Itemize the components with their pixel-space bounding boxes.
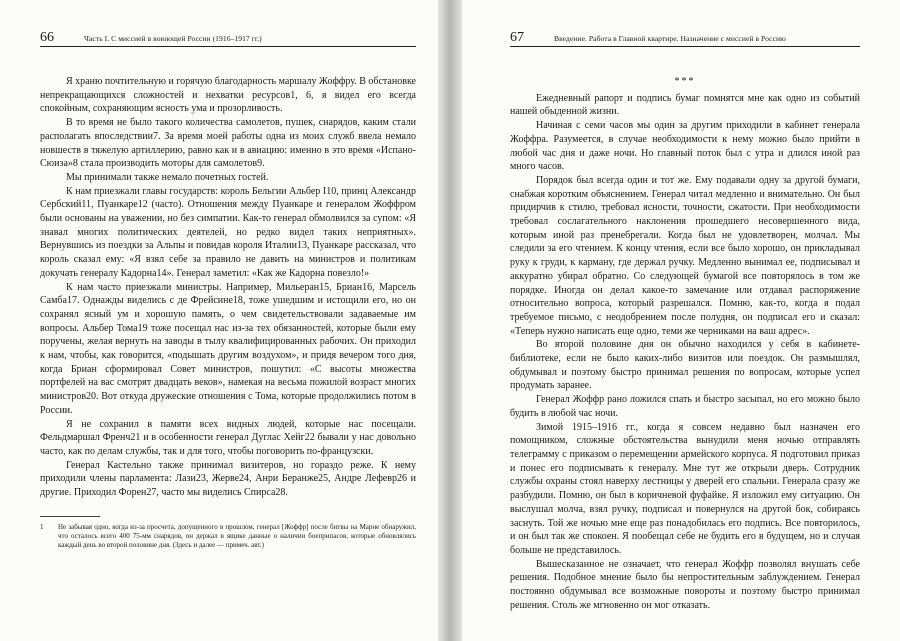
footnote-text: Не забывая одно, когда из-за просчета, допущенного в прошлом, генерал [Жоффр] после битвы на Марне обнаружил, что осталось всего 400 75-мм снарядов, он держал в ящике данные о наличии боеприпасов, которые обновлялись каждый день во второй половине дня. (Здесь и далее — примеч. авт.): [58, 522, 416, 550]
paragraph: Я не сохранил в памяти всех видных людей, которые нас посещали. Фельдмаршал Френч21 и в особенности генерал Дуглас Хейг22 бывали у нас довольно часто, как по делам службы, так и для того, чтобы поговорить по-французски.: [40, 418, 416, 457]
paragraph: К нам часто приезжали министры. Например, Мильеран15, Бриан16, Марсель Самба17. Однажды виделись с де Фрейсине18, тоже ушедшим и истощили его, но он сохранял ясный ум и хорошую память, о чем свидетельствовали задаваемые им вопросы. Альбер Тома19 тоже посещал нас из-за тех обязанностей, которые были ему поручены, желая вернуть на заводы в тылу квалифицированных рабочих. Он приходил к нам, чтобы, как говорится, «подышать другим воздухом», и придя вечером того дня, когда Бриан сформировал Совет министров, пошутил: «С высоты множества портфелей на вас смотрят двадцать веков», намекая на весьма пожилой возраст многих министров20. Вот откуда дружеские отношения с Тома, которые продолжились потом в России.: [40, 281, 416, 416]
left-page: [0, 0, 438, 641]
right-page: [462, 0, 900, 641]
left-page-header: [40, 22, 416, 47]
paragraph: Мы принимали также немало почетных гостей.: [66, 171, 269, 183]
left-page-number: 66: [40, 30, 54, 45]
right-page-body: [510, 75, 860, 612]
footnote: [40, 523, 416, 551]
footnote-number: 1: [40, 522, 44, 531]
paragraph: Зимой 1915–1916 гг., когда я совсем недавно был назначен его помощником, сложные обстоятельства вынудили меня ночью отправлять телеграмму с приказом о перемещении армейского корпуса. Я подготовил приказ и понес его подписывать к генералу. Мне тут же открыли дверь. Сотрудник службы охраны стоял наверху лестницы у дверей его спальни. Генерала сразу же разбудили. Помню, он был в коричневой фуфайке. Я изложил ему ситуацию. Он выслушал молча, взял ручку, подписал и повернулся на другой бок, собираясь заснуть. Той же ночью мне еще раз понадобилась его подпись. Все повторилось, и он был так же спокоен. Я пообещал себе не будить его в будущем, но и случая больше не представилось.: [510, 421, 860, 556]
paragraph: Начиная с семи часов мы один за другим приходили в кабинет генерала Жоффра. Разумеется, в случае необходимости к нему можно было прийти в любой час дня и даже ночи. Но главный поток был с утра и длился иной раз много часов.: [510, 120, 860, 173]
paragraph: Генерал Жоффр рано ложился спать и быстро засыпал, но его можно было будить в любой час ночи.: [510, 394, 860, 419]
footnote-rule: [40, 516, 100, 517]
section-separator: ***: [674, 76, 696, 87]
paragraph: Я храню почтительную и горячую благодарность маршалу Жоффру. В обстановке непрекращающихся сложностей и нехватки ресурсов1, 6, я видел его всегда спокойным, сохраняющим ясность ума и прозорливость.: [40, 76, 416, 115]
left-running-head: Часть I. С миссией в воюющей России (1916–1917 гг.): [84, 34, 262, 43]
paragraph: К нам приезжали главы государств: король Бельгии Альбер I10, принц Александр Сербский11, Пуанкаре12 (часто). Отношения между Пуанкаре и генералом Жоффром были основаны на уважении, но без симпатии. Как-то генерал обмолвился за супом: «Я знавал многих политических деятелей, но редко видел таких неприятных». Вернувшись из поездки за Альпы и повидав короля Италии13, Пуанкаре рассказал, что король сказал ему: «Я взял себе за правило не давить на министров и политикам докучать генералу Кадорна14». Генерал заметил: «Как же Кадорна повезло!»: [40, 185, 416, 279]
paragraph: Ежедневный рапорт и подпись бумаг помнятся мне как одно из событий нашей обыденной жизни.: [510, 92, 860, 118]
paragraph: Во второй половине дня он обычно находился у себя в кабинете-библиотеке, если не было каких-либо визитов или поездок. Он размышлял, обдумывал и поэтому быстро принимал решения по вопросам, которые успел продумать заранее.: [510, 339, 860, 392]
paragraph: Генерал Кастельно также принимал визитеров, но гораздо реже. К нему приходили члены парламента: Лази23, Жерве24, Анри Беранже25, Андре Лефевр26 и другие. Приходил Форен27, часто мы виделись Спирса28.: [40, 459, 416, 499]
spine-shadow-left: [438, 0, 450, 641]
left-page-body: [40, 75, 416, 500]
paragraph: Порядок был всегда один и тот же. Ему подавали одну за другой бумаги, снабжая коротким объяснением. Генерал читал медленно и внимательно. Он был придирчив к стилю, требовал ясности, точности, сжатости. При необходимости требовал сослагательного наклонения прошедшего несовершенного вида, которым иной раз пренебрегали. Когда был не удовлетворен, молчал. Мы следили за его чтением. К концу чтения, если все было хорошо, он прикладывал руку к груди, к карману, где держал ручку. Медленно вынимал ее, подписывал и аккуратно убирал обратно. Со следующей бумагой все повторялось в том же порядке. Иногда он делал какое-то замечание или отдавал распоряжение относительно вопроса, который разрешался. Помню, как-то, когда я подал требуемое письмо, с неодобрением после полудня, он подписал его и сказал: «Теперь нужно написать еще одно, теми же черниками на ваш адрес».: [510, 174, 860, 337]
right-running-head: Введение. Работа в Главной квартире. Назначение с миссией в Россию: [554, 34, 786, 43]
right-page-header: [510, 22, 860, 47]
spine-shadow-right: [450, 0, 462, 641]
right-page-number: 67: [510, 30, 524, 45]
paragraph: В то время не было такого количества самолетов, пушек, снарядов, каким стали располагать впоследствии7. За время моей работы одна из моих служб ввела немало новшеств в тяжелую артиллерию, равно как и в авиацию: именно в это время «Испано-Сюиза»8 стала производить моторы для самолетов9.: [40, 117, 416, 170]
paragraph: Вышесказанное не означает, что генерал Жоффр позволял внушать себе решения. Подобное мнение было бы непростительным заблуждением. Генерал постоянно обдумывал все возможные повороты и поэтому быстро принимал решения. Столь же мгновенно он мог отказать.: [510, 558, 860, 611]
